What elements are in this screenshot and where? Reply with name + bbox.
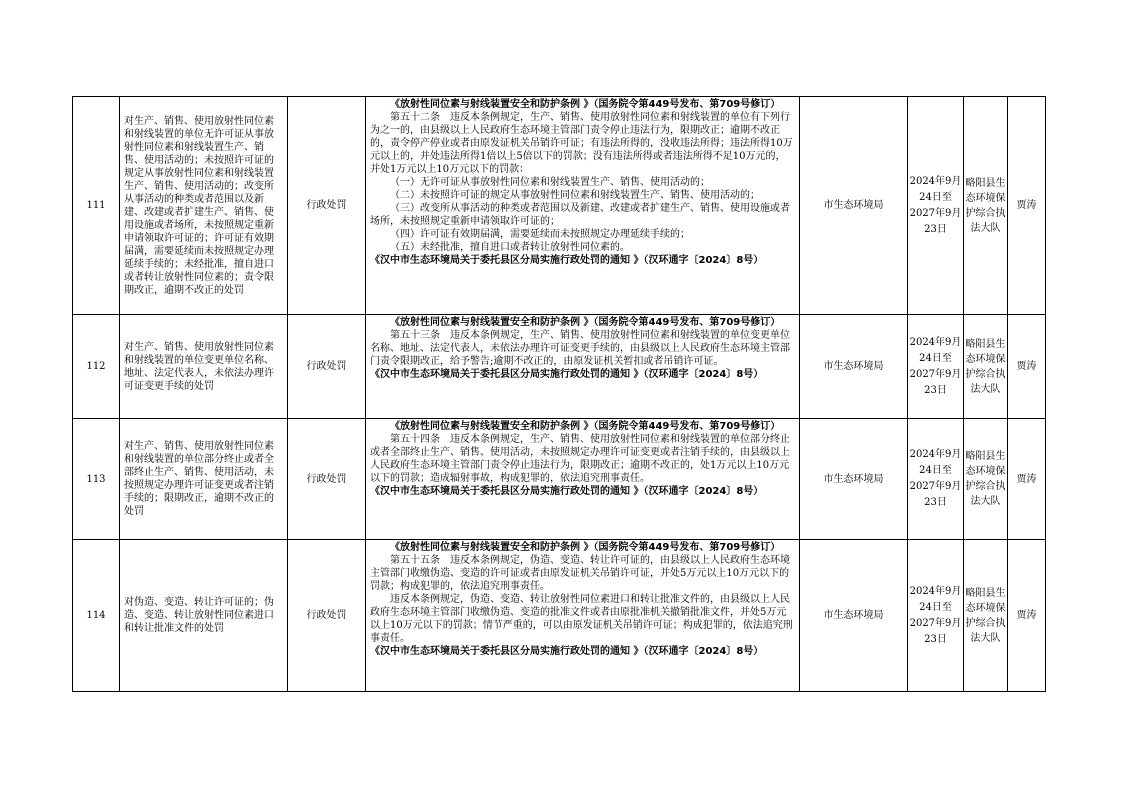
law-title: 《放射性同位素与射线装置安全和防护条例 》（国务院令第449号发布、第709号修订）: [390, 421, 781, 432]
item-name: 对伪造、变造、转让许可证的；伪造、变造、转让放射性同位素进口和转让批准文件的处罚: [120, 540, 288, 692]
law-title: 《放射性同位素与射线装置安全和防护条例 》（国务院令第449号发布、第709号修订）: [390, 99, 781, 110]
article-paragraph: 违反本条例规定，伪造、变造、转让放射性同位素进口和转让批准文件的，由县级以上人民政府生态环境主管部门收缴伪造、变造的批准文件或者由原批准机关撤销批准文件，并处5万元以上10万元以下的罚款；情节严重的，可以由原发证机关吊销许可证；构成犯罪的，依法追究刑事责任。: [370, 594, 793, 644]
responsible-person: 贾涛: [1008, 419, 1046, 540]
table-row: [73, 419, 1046, 540]
department: 市生态环境局: [800, 419, 908, 540]
article-text: 第五十五条 违反本条例规定，伪造、变造、转让许可证的，由县级以上人民政府生态环境主管部门收缴伪造、变造的许可证或者由原发证机关吊销许可证，并处5万元以上10万元以下的罚款；构成犯罪的，依法追究刑事责任。: [370, 555, 790, 592]
row-number: 113: [73, 419, 120, 540]
validity-period: 2024年9月24日至2027年9月23日: [908, 97, 964, 315]
executing-unit: 略阳县生态环境保护综合执法大队: [964, 97, 1008, 315]
legal-basis: [366, 419, 800, 540]
table-row: [73, 540, 1046, 692]
validity-period: 2024年9月24日至2027年9月23日: [908, 315, 964, 419]
notice-title: 《汉中市生态环境局关于委托县区分局实施行政处罚的通知 》（汉环通字〔2024〕8号）: [370, 369, 764, 380]
law-title: 《放射性同位素与射线装置安全和防护条例 》（国务院令第449号发布、第709号修订）: [390, 317, 781, 328]
item-name: 对生产、销售、使用放射性同位素和射线装置的单位变更单位名称、地址、法定代表人，未依法办理许可证变更手续的处罚: [120, 315, 288, 419]
department: 市生态环境局: [800, 315, 908, 419]
item-name: 对生产、销售、使用放射性同位素和射线装置的单位部分终止或者全部终止生产、销售、使用活动，未按照规定办理许可证变更或者注销手续的；限期改正，逾期不改正的处罚: [120, 419, 288, 540]
item-name: 对生产、销售、使用放射性同位素和射线装置的单位无许可证从事放射性同位素和射线装置生产、销售、使用活动的；未按照许可证的规定从事放射性同位素和射线装置生产、销售、使用活动的；改变所从事活动的种类或者范围以及新建、改建或者扩建生产、销售、使用设施或者场所，未按照规定重新申请领取许可证的；许可证有效期届满，需要延续而未按照规定办理延续手续的；未经批准，擅自进口或者转让放射性同位素的；责令限期改正，逾期不改正的处罚: [120, 97, 288, 315]
article-text: 第五十三条 违反本条例规定，生产、销售、使用放射性同位素和射线装置的单位变更单位名称、地址、法定代表人，未依法办理许可证变更手续的，由县级以上人民政府生态环境主管部门责令限期改正，给予警告;逾期不改正的，由原发证机关暂扣或者吊销许可证。: [370, 330, 790, 367]
responsible-person: 贾涛: [1008, 97, 1046, 315]
executing-unit: 略阳县生态环境保护综合执法大队: [964, 419, 1008, 540]
article-text: 第五十二条 违反本条例规定，生产、销售、使用放射性同位素和射线装置的单位有下列行为之一的，由县级以上人民政府生态环境主管部门责令停止违法行为，限期改正；逾期不改正的，责令停产停业或者由原发证机关吊销许可证；有违法所得的，没收违法所得；违法所得10万元以上的，并处违法所得1倍以上5倍以下的罚款；没有违法所得或者违法所得不足10万元的，并处1万元以上10万元以下的罚款：: [370, 112, 793, 175]
row-number: 114: [73, 540, 120, 692]
sub-item: （三）改变所从事活动的种类或者范围以及新建、改建或者扩建生产、销售、使用设施或者场所，未按照规定重新申请领取许可证的；: [370, 203, 790, 227]
responsible-person: 贾涛: [1008, 315, 1046, 419]
article-text: 第五十四条 违反本条例规定，生产、销售、使用放射性同位素和射线装置的单位部分终止或者全部终止生产、销售、使用活动，未按照规定办理许可证变更或者注销手续的，由县级以上人民政府生态环境主管部门责令停止违法行为，限期改正；逾期不改正的，处1万元以上10万元以下的罚款；造成辐射事故，构成犯罪的，依法追究刑事责任。: [370, 434, 790, 484]
sub-item: （四）许可证有效期届满，需要延续而未按照规定办理延续手续的；: [390, 229, 690, 240]
notice-title: 《汉中市生态环境局关于委托县区分局实施行政处罚的通知 》（汉环通字〔2024〕8号）: [370, 255, 764, 266]
validity-period: 2024年9月24日至2027年9月23日: [908, 540, 964, 692]
notice-title: 《汉中市生态环境局关于委托县区分局实施行政处罚的通知 》（汉环通字〔2024〕8号）: [370, 646, 764, 657]
legal-basis: [366, 540, 800, 692]
executing-unit: 略阳县生态环境保护综合执法大队: [964, 540, 1008, 692]
department: 市生态环境局: [800, 97, 908, 315]
legal-basis: [366, 97, 800, 315]
table-row: [73, 315, 1046, 419]
department: 市生态环境局: [800, 540, 908, 692]
notice-title: 《汉中市生态环境局关于委托县区分局实施行政处罚的通知 》（汉环通字〔2024〕8号）: [370, 486, 764, 497]
item-type: 行政处罚: [288, 540, 366, 692]
authority-table: [72, 96, 1046, 692]
row-number: 111: [73, 97, 120, 315]
validity-period: 2024年9月24日至2027年9月23日: [908, 419, 964, 540]
table-row: [73, 97, 1046, 315]
item-type: 行政处罚: [288, 315, 366, 419]
legal-basis: [366, 315, 800, 419]
sub-item: （二）未按照许可证的规定从事放射性同位素和射线装置生产、销售、使用活动的；: [390, 190, 760, 201]
item-type: 行政处罚: [288, 419, 366, 540]
row-number: 112: [73, 315, 120, 419]
law-title: 《放射性同位素与射线装置安全和防护条例 》（国务院令第449号发布、第709号修订）: [390, 542, 781, 553]
item-type: 行政处罚: [288, 97, 366, 315]
responsible-person: 贾涛: [1008, 540, 1046, 692]
executing-unit: 略阳县生态环境保护综合执法大队: [964, 315, 1008, 419]
sub-item: （一）无许可证从事放射性同位素和射线装置生产、销售、使用活动的；: [390, 177, 710, 188]
sub-item: （五）未经批准，擅自进口或者转让放射性同位素的。: [390, 242, 630, 253]
